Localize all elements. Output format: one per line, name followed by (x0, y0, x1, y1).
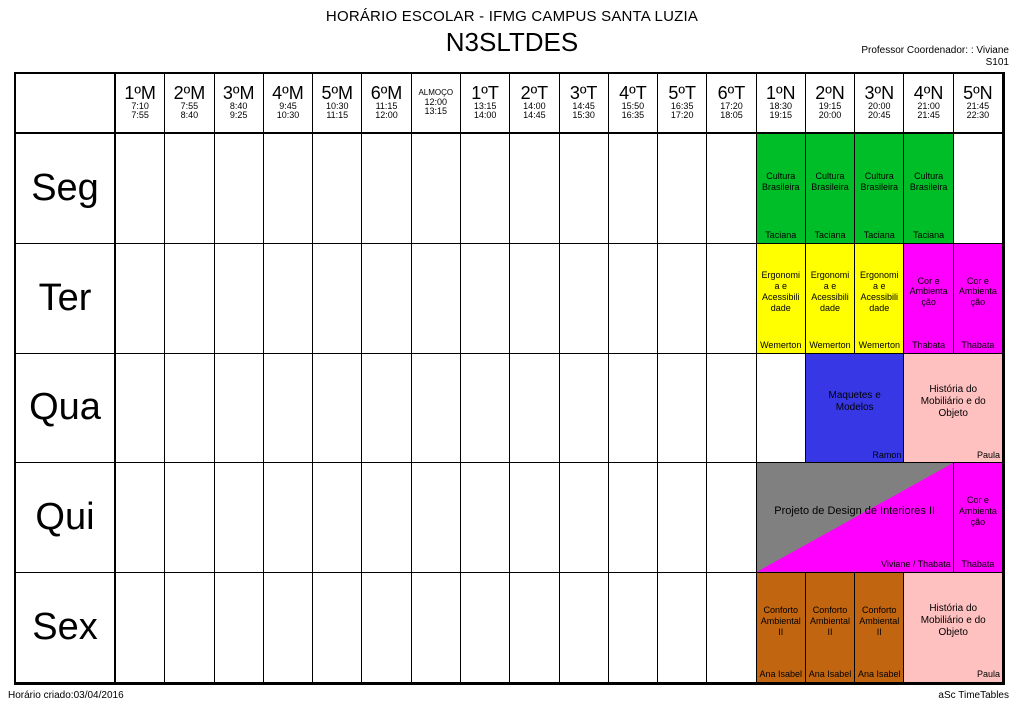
day-label-qui: Qui (16, 463, 116, 573)
created-date-label: Horário criado:03/04/2016 (8, 690, 124, 701)
timetable-cell (412, 134, 461, 244)
lesson-teacher: Ramon (872, 449, 902, 460)
lesson-block (855, 244, 904, 354)
timetable-cell (313, 354, 362, 464)
period-start-time: 21:45 (966, 100, 990, 111)
timetable-cell (215, 463, 264, 573)
lesson-block (757, 463, 954, 573)
period-end-time: 18:05 (720, 110, 743, 121)
timetable-cell (165, 573, 214, 683)
timetable-cell (510, 573, 559, 683)
timetable-cell (510, 463, 559, 573)
day-label-qua: Qua (16, 354, 116, 464)
lesson-teacher: Taciana (765, 230, 797, 240)
lesson-block (806, 134, 855, 244)
period-start-time: 16:35 (670, 100, 694, 111)
period-label: 4ºT (619, 83, 647, 104)
period-label: 2ºN (815, 83, 845, 104)
timetable-cell (560, 463, 609, 573)
period-end-time: 14:45 (523, 110, 546, 121)
timetable-cell (313, 573, 362, 683)
lesson-subject: Conforto Ambiental II (760, 605, 801, 637)
lesson-subject: Conforto Ambiental II (859, 605, 900, 637)
period-end-time: 20:45 (868, 110, 891, 121)
lesson-block (806, 573, 855, 683)
class-name: N3SLTDES (445, 27, 579, 57)
period-start-time: 17:20 (720, 100, 743, 111)
lesson-teacher: Thabata (961, 339, 995, 350)
timetable-cell (313, 134, 362, 244)
period-start-time: 19:15 (818, 100, 842, 111)
timetable-cell (658, 134, 707, 244)
timetable-cell (116, 463, 165, 573)
timetable-cell (757, 354, 806, 464)
period-label: 2ºT (520, 83, 549, 104)
period-label: 6ºM (370, 83, 403, 104)
lesson-teacher: Wemerton (858, 339, 900, 350)
period-start-time: 11:15 (375, 100, 398, 111)
period-start-time: 14:45 (572, 100, 595, 111)
period-start-time: 21:00 (917, 100, 940, 111)
lesson-subject: Cultura Brasileira (860, 171, 899, 192)
period-header-4 (264, 74, 313, 134)
period-header-1 (116, 74, 165, 134)
lesson-teacher: Thabata (912, 339, 946, 350)
lesson-subject: Cultura Brasileira (811, 171, 849, 192)
timetable-cell (362, 573, 411, 683)
period-header-6 (362, 74, 411, 134)
timetable-cell (510, 134, 559, 244)
timetable-cell (215, 244, 264, 354)
period-end-time: 17:20 (670, 110, 694, 121)
period-header-3 (215, 74, 264, 134)
period-label: 1ºM (124, 83, 156, 104)
timetable-cell (707, 463, 756, 573)
timetable-cell (412, 244, 461, 354)
timetable-cell (658, 573, 707, 683)
period-header-16 (855, 74, 904, 134)
period-label: 5ºN (963, 83, 993, 104)
timetable-cell (560, 244, 609, 354)
lesson-teacher: Viviane / Thabata (880, 559, 951, 570)
timetable-cell (264, 573, 313, 683)
timetable-cell (560, 573, 609, 683)
lesson-teacher: Paula (976, 449, 1000, 460)
period-start-time: 12:00 (424, 96, 448, 107)
period-end-time: 11:15 (326, 110, 349, 121)
period-label: ALMOÇO (418, 88, 454, 98)
period-end-time: 21:45 (917, 110, 940, 121)
period-header-7 (412, 74, 461, 134)
period-header-17 (904, 74, 953, 134)
lesson-block (954, 244, 1003, 354)
period-start-time: 7:10 (131, 100, 149, 111)
period-end-time: 13:15 (424, 106, 448, 117)
lesson-block (757, 573, 806, 683)
timetable-cell (954, 134, 1003, 244)
timetable-corner (16, 74, 116, 134)
timetable-cell (264, 463, 313, 573)
period-start-time: 9:45 (279, 100, 297, 111)
period-label: 1ºT (471, 83, 499, 104)
period-end-time: 7:55 (131, 110, 149, 121)
lesson-block (954, 463, 1003, 573)
period-label: 2ºM (173, 83, 206, 104)
period-header-11 (609, 74, 658, 134)
timetable-cell (412, 573, 461, 683)
lesson-subject: História do Mobiliário e do Objeto (920, 603, 986, 639)
timetable-cell (707, 244, 756, 354)
period-label: 5ºT (668, 83, 696, 104)
period-end-time: 9:25 (229, 110, 248, 121)
period-end-time: 15:30 (572, 110, 595, 121)
timetable-cell (313, 244, 362, 354)
lesson-subject: Cor e Ambientação (909, 275, 948, 308)
lesson-subject: Cultura Brasileira (909, 171, 948, 192)
timetable-cell (609, 134, 658, 244)
lesson-teacher: Ana Isabel (759, 669, 802, 680)
lesson-block (904, 134, 953, 244)
lesson-teacher: Taciana (913, 230, 945, 240)
period-start-time: 18:30 (769, 100, 792, 111)
timetable-cell (362, 354, 411, 464)
period-header-12 (658, 74, 707, 134)
lesson-subject: Cor e Ambientação (958, 275, 997, 308)
timetable-cell (215, 134, 264, 244)
timetable-cell (215, 573, 264, 683)
page-title: HORÁRIO ESCOLAR - IFMG CAMPUS SANTA LUZIA (325, 8, 699, 25)
timetable-cell (461, 573, 510, 683)
timetable-cell (609, 354, 658, 464)
lesson-subject: Ergonomia e Acessibilidade (761, 270, 800, 313)
timetable-cell (609, 463, 658, 573)
timetable-cell (707, 354, 756, 464)
lesson-block (757, 134, 806, 244)
timetable-cell (461, 463, 510, 573)
period-header-18 (954, 74, 1003, 134)
lesson-teacher: Wemerton (809, 339, 851, 350)
period-start-time: 20:00 (868, 100, 891, 111)
day-label-sex: Sex (16, 573, 116, 683)
room-label: S101 (985, 57, 1009, 68)
timetable-cell (658, 354, 707, 464)
lesson-subject: Projeto de Design de Interiores II (774, 504, 936, 517)
timetable-cell (510, 244, 559, 354)
timetable-cell (264, 134, 313, 244)
timetable-cell (264, 244, 313, 354)
period-label: 5ºM (321, 83, 354, 104)
timetable-cell (116, 244, 165, 354)
day-label-ter: Ter (16, 244, 116, 354)
lesson-subject: Cultura Brasileira (761, 171, 800, 192)
timetable-cell (707, 134, 756, 244)
period-label: 4ºM (272, 83, 304, 104)
timetable-cell (362, 134, 411, 244)
period-start-time: 13:15 (473, 100, 497, 111)
timetable-cell (412, 463, 461, 573)
lesson-teacher: Wemerton (760, 339, 802, 350)
lesson-block (757, 244, 806, 354)
period-end-time: 14:00 (473, 110, 497, 121)
period-header-14 (757, 74, 806, 134)
period-start-time: 10:30 (325, 100, 349, 111)
period-end-time: 16:35 (621, 110, 645, 121)
period-label: 3ºT (569, 83, 598, 104)
timetable-cell (461, 134, 510, 244)
timetable-cell (165, 134, 214, 244)
timetable-cell (560, 354, 609, 464)
day-label-seg: Seg (16, 134, 116, 244)
period-end-time: 20:00 (818, 110, 842, 121)
period-end-time: 12:00 (375, 110, 398, 121)
timetable-cell (264, 354, 313, 464)
lesson-block (904, 354, 1003, 464)
lesson-teacher: Thabata (961, 559, 995, 570)
period-header-13 (707, 74, 756, 134)
lesson-block (904, 244, 953, 354)
period-header-2 (165, 74, 214, 134)
timetable-cell (707, 573, 756, 683)
timetable-cell (362, 244, 411, 354)
period-start-time: 14:00 (523, 100, 546, 111)
period-start-time: 15:50 (621, 100, 645, 111)
lesson-teacher: Taciana (814, 230, 846, 240)
lesson-subject: Maquetes e Modelos (828, 389, 881, 413)
timetable-cell (461, 244, 510, 354)
period-end-time: 19:15 (769, 110, 792, 121)
period-start-time: 7:55 (180, 100, 199, 111)
timetable-cell (116, 134, 165, 244)
timetable-cell (609, 573, 658, 683)
lesson-teacher: Ana Isabel (808, 669, 852, 680)
period-label: 3ºN (864, 83, 895, 104)
lesson-teacher: Taciana (863, 230, 895, 240)
timetable-cell (658, 463, 707, 573)
period-header-5 (313, 74, 362, 134)
timetable-cell (165, 244, 214, 354)
lesson-block (904, 573, 1003, 683)
period-header-15 (806, 74, 855, 134)
lesson-block (806, 354, 905, 464)
timetable-grid (14, 72, 1005, 685)
period-end-time: 10:30 (276, 110, 300, 121)
timetable-cell (560, 134, 609, 244)
timetable-cell (165, 463, 214, 573)
timetable-cell (313, 463, 362, 573)
period-label: 1ºN (765, 83, 796, 104)
lesson-subject: Conforto Ambiental II (810, 605, 851, 637)
timetable-cell (412, 354, 461, 464)
timetable-cell (165, 354, 214, 464)
period-header-9 (510, 74, 559, 134)
timetable-cell (658, 244, 707, 354)
lesson-teacher: Paula (976, 669, 1000, 680)
period-label: 6ºT (717, 83, 746, 104)
coordinator-label: Professor Coordenador: : Viviane (861, 45, 1009, 56)
lesson-subject: Cor e Ambientação (958, 495, 997, 527)
period-start-time: 8:40 (229, 100, 248, 111)
period-end-time: 8:40 (180, 110, 199, 121)
period-label: 4ºN (913, 83, 944, 104)
period-end-time: 22:30 (966, 110, 990, 121)
lesson-block (855, 573, 904, 683)
timetable-cell (609, 244, 658, 354)
lesson-subject: Ergonomia e Acessibilidade (860, 270, 899, 313)
lesson-block (855, 134, 904, 244)
lesson-block (806, 244, 855, 354)
timetable-cell (362, 463, 411, 573)
period-header-10 (560, 74, 609, 134)
timetable-cell (116, 354, 165, 464)
lesson-subject: História do Mobiliário e do Objeto (920, 383, 986, 419)
brand-label: aSc TimeTables (938, 690, 1009, 701)
period-header-8 (461, 74, 510, 134)
timetable-cell (215, 354, 264, 464)
period-label: 3ºM (222, 83, 255, 104)
timetable-cell (116, 573, 165, 683)
lesson-teacher: Ana Isabel (858, 669, 901, 680)
lesson-subject: Ergonomia e Acessibilidade (810, 270, 850, 313)
timetable-cell (510, 354, 559, 464)
timetable-cell (461, 354, 510, 464)
